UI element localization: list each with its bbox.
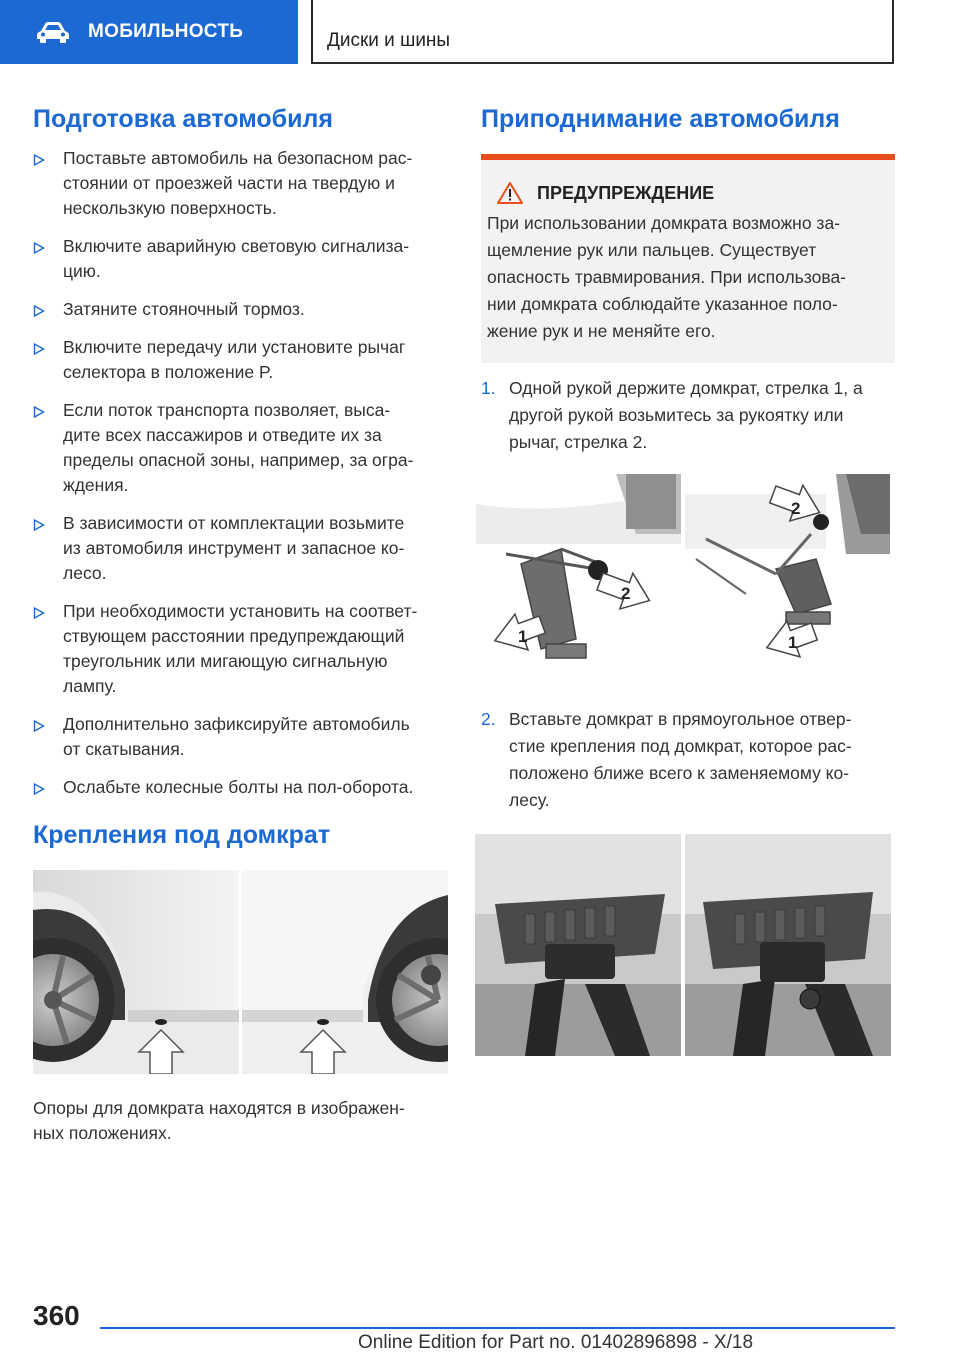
- prep-bullet-item: [33, 775, 448, 800]
- right-column: [481, 104, 895, 1056]
- warning-heading-text: ПРЕДУПРЕЖДЕНИЕ: [537, 182, 715, 203]
- left-column: [33, 104, 448, 1146]
- prep-title: Подготовка автомобиля: [33, 105, 333, 133]
- warning-text: [487, 210, 881, 345]
- warning-triangle-icon: [497, 182, 523, 204]
- prep-bullet-item: [33, 398, 448, 498]
- bullet-line: Включите аварийную световую сигнализа-: [63, 236, 410, 256]
- arrow-label: 1: [518, 627, 528, 646]
- prep-bullet-item: [33, 234, 448, 284]
- arrow-label: 1: [788, 633, 798, 652]
- step-1: [481, 375, 895, 456]
- warning-line: жение рук и не меняйте его.: [487, 321, 716, 341]
- step-2: [481, 706, 895, 814]
- bullet-line: треугольник или мигающую сигнальную: [63, 651, 388, 671]
- jack-insertion-photo: [475, 834, 891, 1056]
- warning-heading: [497, 182, 881, 204]
- bullet-line: При необходимости установить на соответ-: [63, 601, 418, 621]
- warning-line: опасность травмирования. При использова-: [487, 267, 847, 287]
- bullet-line: от скатывания.: [63, 739, 185, 759]
- jack-handling-photo: [476, 474, 890, 674]
- arrow-label: 2: [791, 499, 801, 518]
- bullet-line: Если поток транспорта позволяет, выса-: [63, 400, 391, 420]
- jack-points-caption: [33, 1096, 448, 1146]
- step-line: Одной рукой держите домкрат, стрелка 1, а: [509, 378, 863, 398]
- prep-bullet-item: [33, 335, 448, 385]
- bullet-line: Затяните стояночный тормоз.: [63, 299, 305, 319]
- prep-bullet-item: [33, 599, 448, 699]
- bullet-triangle-icon: [33, 406, 45, 418]
- page-number: 360: [33, 1300, 80, 1331]
- prep-bullet-item: [33, 511, 448, 586]
- bullet-line: Включите передачу или установите рычаг: [63, 337, 406, 357]
- warning-box: [481, 154, 895, 363]
- bullet-line: ствующем расстоянии предупреждающий: [63, 626, 405, 646]
- bullet-line: пределы опасной зоны, например, за огра-: [63, 450, 414, 470]
- section-label: МОБИЛЬНОСТЬ: [88, 21, 244, 42]
- footer-rule: [100, 1327, 895, 1329]
- bullet-triangle-icon: [33, 343, 45, 355]
- bullet-line: лесо.: [63, 563, 107, 583]
- bullet-line: В зависимости от комплектации возьмите: [63, 513, 405, 533]
- warning-line: При использовании домкрата возможно за-: [487, 213, 840, 233]
- bullet-line: из автомобиля инструмент и запасное ко-: [63, 538, 405, 558]
- bullet-line: цию.: [63, 261, 101, 281]
- warning-line: щемление рук или пальцев. Существует: [487, 240, 817, 260]
- bullet-line: Дополнительно зафиксируйте автомобиль: [63, 714, 410, 734]
- chapter-header: [311, 0, 894, 64]
- step-line: положено ближе всего к заменяемому ко-: [509, 763, 850, 783]
- jack-points-photo: [33, 870, 448, 1074]
- bullet-triangle-icon: [33, 305, 45, 317]
- bullet-line: лампу.: [63, 676, 117, 696]
- arrow-label: 2: [621, 584, 631, 603]
- bullet-line: Ослабьте колесные болты на пол-оборота.: [63, 777, 414, 797]
- step-line: Вставьте домкрат в прямоугольное отвер-: [509, 709, 852, 729]
- step-number: 2.: [481, 709, 496, 729]
- prep-bullet-item: [33, 712, 448, 762]
- section-tab: [0, 0, 298, 64]
- step-line: другой рукой возьмитесь за рукоятку или: [509, 405, 844, 425]
- caption-line: ных положениях.: [33, 1123, 172, 1143]
- step-line: стие крепления под домкрат, которое рас-: [509, 736, 852, 756]
- bullet-line: стоянии от проезжей части на твердую и: [63, 173, 395, 193]
- caption-line: Опоры для домкрата находятся в изображен-: [33, 1098, 405, 1118]
- edition-text: Online Edition for Part no. 01402896898 - X/18: [358, 1332, 754, 1353]
- bullet-triangle-icon: [33, 607, 45, 619]
- bullet-line: Поставьте автомобиль на безопасном рас-: [63, 148, 413, 168]
- step-line: рычаг, стрелка 2.: [509, 432, 648, 452]
- jack-points-title: Крепления под домкрат: [33, 821, 331, 849]
- bullet-line: ждения.: [63, 475, 129, 495]
- bullet-triangle-icon: [33, 242, 45, 254]
- bullet-line: дите всех пассажиров и отведите их за: [63, 425, 382, 445]
- prep-bullet-item: [33, 297, 448, 322]
- bullet-line: селектора в положение P.: [63, 362, 274, 382]
- step-number: 1.: [481, 378, 496, 398]
- bullet-triangle-icon: [33, 720, 45, 732]
- step-line: лесу.: [509, 790, 550, 810]
- chapter-label: Диски и шины: [327, 30, 451, 51]
- prep-bullet-list: [33, 146, 448, 800]
- bullet-line: нескользкую поверхность.: [63, 198, 277, 218]
- bullet-triangle-icon: [33, 519, 45, 531]
- prep-bullet-item: [33, 146, 448, 221]
- bullet-triangle-icon: [33, 154, 45, 166]
- bullet-triangle-icon: [33, 783, 45, 795]
- lift-title: Приподнимание автомобиля: [481, 105, 840, 133]
- warning-line: нии домкрата соблюдайте указанное поло-: [487, 294, 838, 314]
- car-icon: [36, 21, 70, 43]
